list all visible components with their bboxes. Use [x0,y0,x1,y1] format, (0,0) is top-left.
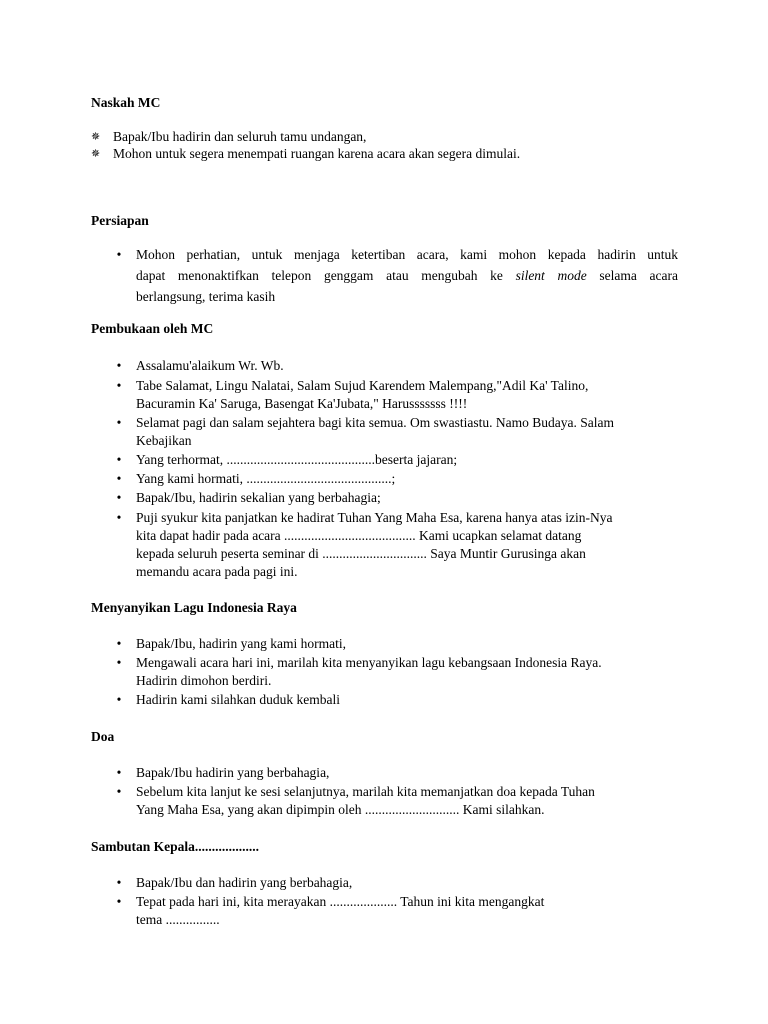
list-item-line: Hadirin dimohon berdiri. [136,673,272,688]
section-heading-doa: Doa [91,729,115,744]
list-item-line: Tepat pada hari ini, kita merayakan .................... Tahun ini kita mengangkat [136,894,545,909]
list-item-line: Bapak/Ibu dan hadirin yang berbahagia, [136,875,353,890]
list-item: • Mohon perhatian, untuk menjaga ketertiban acara, kami mohon kepada hadirin untuk dapat menonaktifkan telepon genggam atau mengubah ke silent mode selama acara berlangsung, terima kasih [136,246,678,306]
list-item [116,377,678,413]
list-item [116,489,678,507]
bullet-icon: • [116,894,122,909]
list-item [116,509,678,581]
document-title: Naskah MC [91,95,161,110]
section-heading-lagu: Menyanyikan Lagu Indonesia Raya [91,600,297,615]
list-item-line: Bacuramin Ka' Saruga, Basengat Ka'Jubata," Harusssssss !!!! [136,396,468,411]
bullet-icon: • [116,247,122,262]
bullet-icon: • [116,358,122,373]
section-heading-sambutan: Sambutan Kepala................... [91,839,260,854]
list-item-line: Yang Maha Esa, yang akan dipimpin oleh ............................ Kami silahkan. [136,802,545,817]
bullet-icon: • [116,784,122,799]
bullet-icon: • [116,510,122,525]
section-heading-persiapan: Persiapan [91,213,149,228]
bullet-icon: • [116,692,122,707]
list-item-line: Mengawali acara hari ini, marilah kita menyanyikan lagu kebangsaan Indonesia Raya. [136,655,602,670]
list-item-line: Assalamu'alaikum Wr. Wb. [136,358,284,373]
list-item [116,691,678,709]
list-item-line: Tabe Salamat, Lingu Nalatai, Salam Sujud Karendem Malempang,"Adil Ka' Talino, [136,378,589,393]
bullet-icon: • [116,636,122,651]
list-item [116,470,678,488]
bullet-icon: • [116,765,122,780]
star-bullet-icon: ✵ [91,148,101,160]
list-item [116,414,678,450]
list-item-line: Hadirin kami silahkan duduk kembali [136,692,340,707]
list-item [116,451,678,469]
intro-line: Mohon untuk segera menempati ruangan karena acara akan segera dimulai. [113,146,521,161]
list-item [116,654,678,690]
bullet-icon: • [116,452,122,467]
list-item-line: Yang terhormat, ............................................beserta jajaran; [136,452,458,467]
bullet-icon: • [116,471,122,486]
list-item-line: Bapak/Ibu hadirin yang berbahagia, [136,765,330,780]
bullet-icon: • [116,378,122,393]
list-item-line: Selamat pagi dan salam sejahtera bagi kita semua. Om swastiastu. Namo Budaya. Salam [136,415,614,430]
bullet-icon: • [116,655,122,670]
bullet-icon: • [116,490,122,505]
bullet-icon: • [116,415,122,430]
list-item-line: memandu acara pada pagi ini. [136,564,298,579]
list-item-line: Bapak/Ibu, hadirin sekalian yang berbahagia; [136,490,381,505]
intro-line: Bapak/Ibu hadirin dan seluruh tamu undangan, [113,129,367,144]
list-item [116,874,678,892]
list-item-line: kepada seluruh peserta seminar di ............................... Saya Muntir Gurusinga akan [136,546,586,561]
list-item [116,357,678,375]
list-item [116,893,678,929]
list-item-line: Bapak/Ibu, hadirin yang kami hormati, [136,636,346,651]
list-item-line: Sebelum kita lanjut ke sesi selanjutnya, marilah kita memanjatkan doa kepada Tuhan [136,784,595,799]
list-item [116,783,678,819]
list-item-line: Yang kami hormati, ...........................................; [136,471,396,486]
list-item-line: Kebajikan [136,433,192,448]
list-item [116,764,678,782]
list-item-line: tema ................ [136,912,220,927]
list-item [116,635,678,653]
section-heading-pembukaan: Pembukaan oleh MC [91,321,214,336]
list-item-line: kita dapat hadir pada acara ....................................... Kami ucapkan selamat datang [136,528,582,543]
bullet-icon: • [116,875,122,890]
star-bullet-icon: ✵ [91,131,101,143]
list-item-line: Puji syukur kita panjatkan ke hadirat Tuhan Yang Maha Esa, karena hanya atas izin-Nya [136,510,613,525]
